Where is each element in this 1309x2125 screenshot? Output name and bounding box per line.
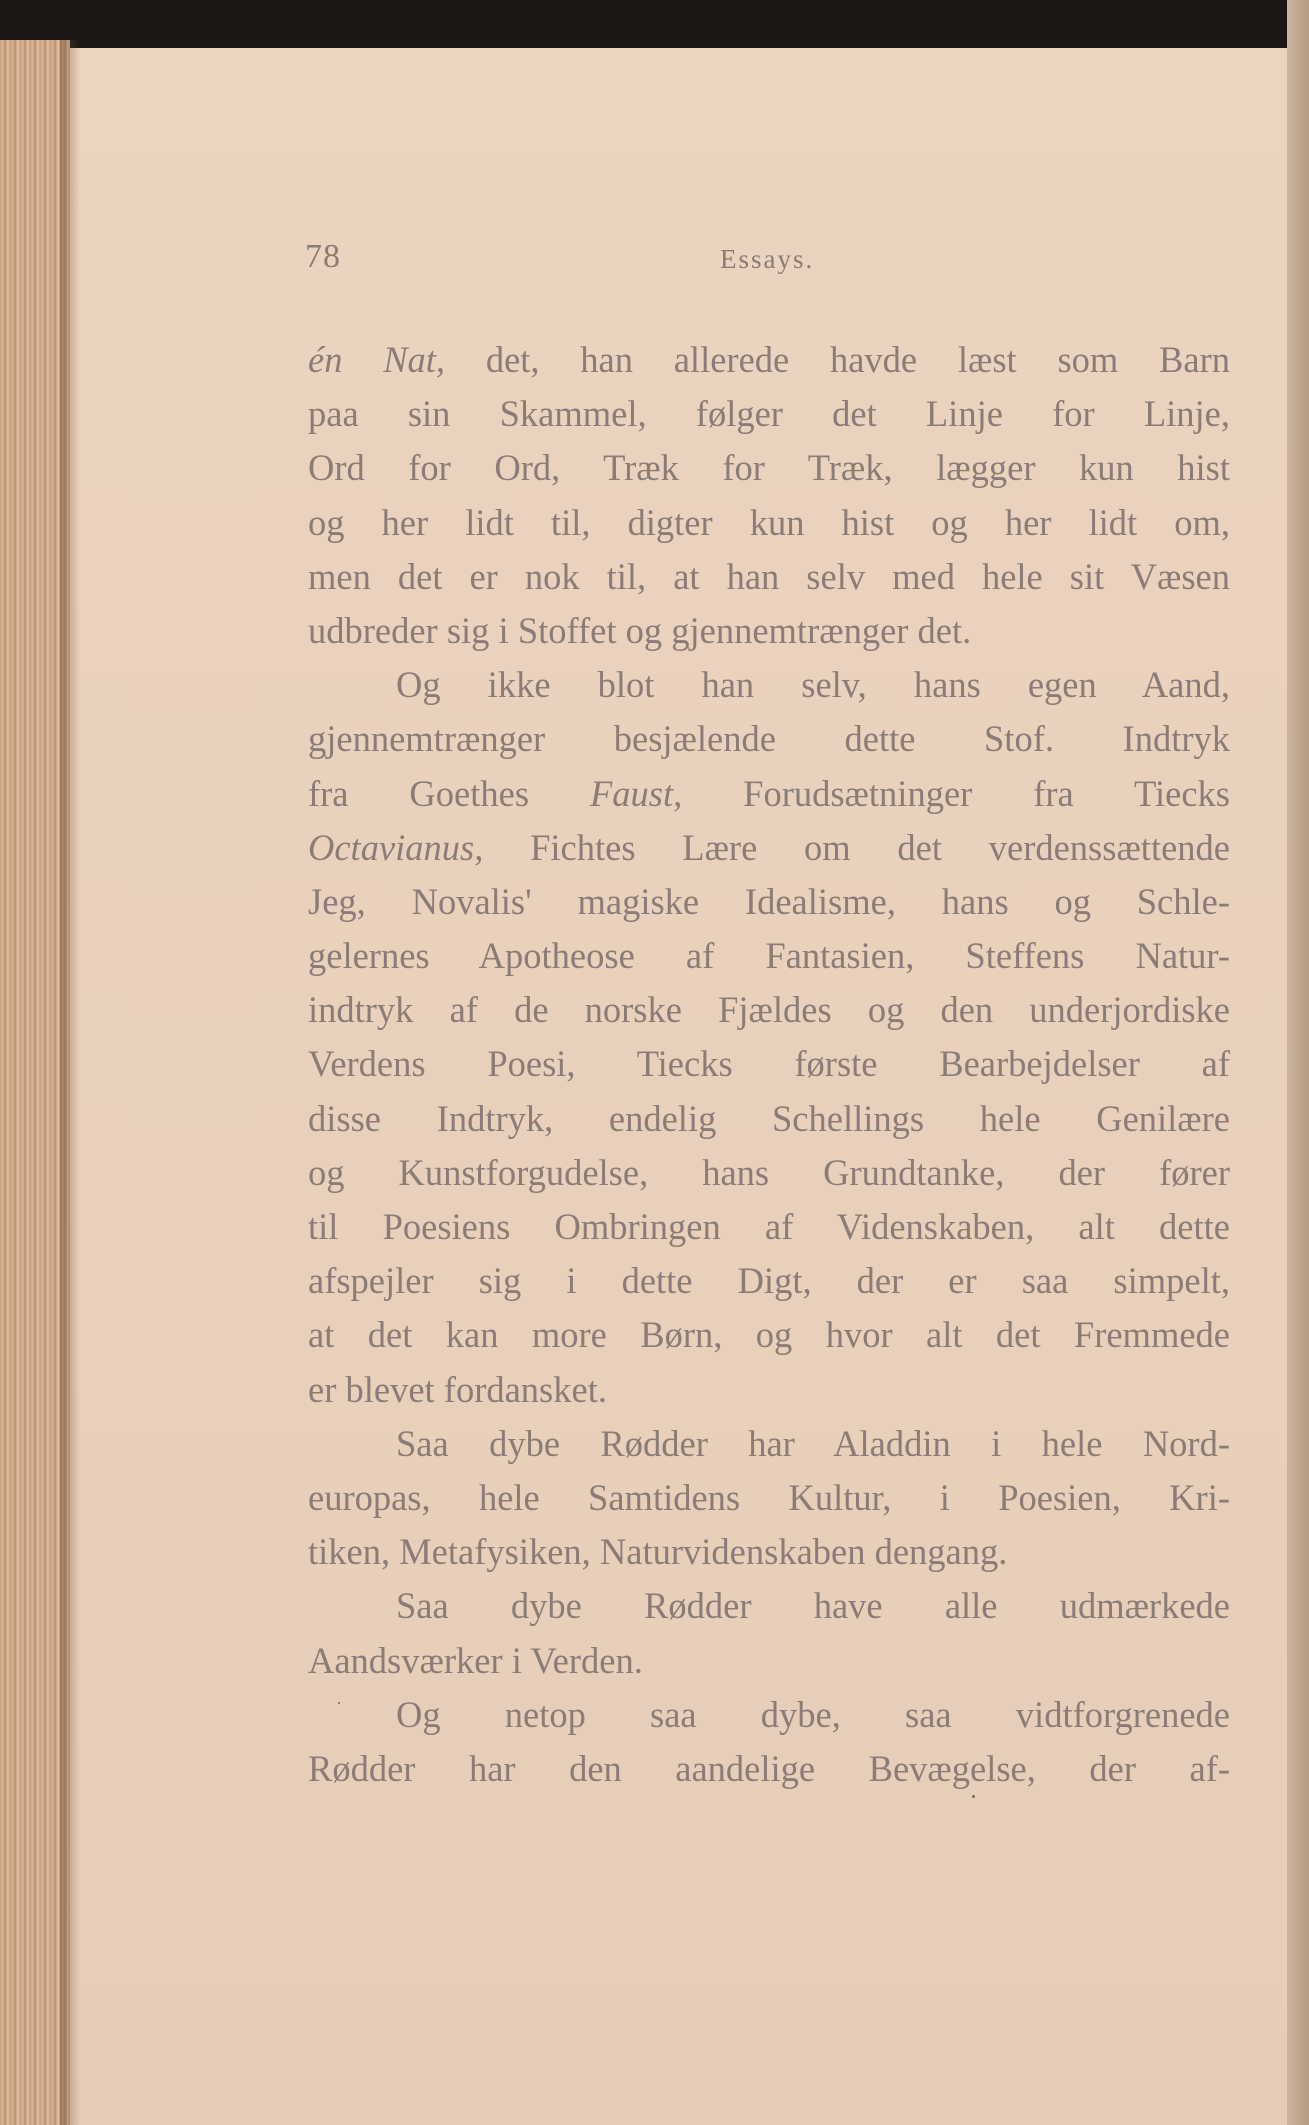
text-run: Rødder har den aandelige Bevægelse, der af-: [308, 1747, 1230, 1789]
text-line: [308, 1363, 1230, 1417]
text-run: Og netop saa dybe, saa vidtforgrenede: [396, 1693, 1230, 1735]
text-line: [308, 929, 1230, 983]
text-line: [308, 821, 1230, 875]
body-text: [308, 333, 1230, 1796]
text-run: udbreder sig i Stoffet og gjennemtrænger det.: [308, 609, 972, 651]
text-line: [308, 1200, 1230, 1254]
text-run: afspejler sig i dette Digt, der er saa simpelt,: [308, 1260, 1230, 1302]
text-line: [308, 1417, 1230, 1471]
text-line: [308, 658, 1230, 712]
italic-title: én Nat,: [308, 339, 446, 380]
text-line: [308, 496, 1230, 550]
scanner-right-edge: [1287, 0, 1309, 2125]
page-header: [305, 238, 1235, 288]
text-line: [308, 983, 1230, 1037]
text-line: [308, 767, 1230, 821]
text-line: [308, 1688, 1230, 1742]
text-run: Verdens Poesi, Tiecks første Bearbejdelser af: [308, 1043, 1230, 1085]
text-run: Jeg, Novalis' magiske Idealisme, hans og Schle-: [308, 880, 1230, 922]
text-line: [308, 875, 1230, 929]
page-number: 78: [305, 238, 341, 275]
text-line: [308, 1308, 1230, 1362]
text-run: Saa dybe Rødder har Aladdin i hele Nord-: [396, 1422, 1230, 1464]
paper-speck: [972, 1795, 975, 1798]
text-run: og Kunstforgudelse, hans Grundtanke, der fører: [308, 1151, 1230, 1193]
text-run: paa sin Skammel, følger det Linje for Linje,: [308, 393, 1230, 435]
text-run: Fichtes Lære om det verdenssættende: [483, 826, 1230, 868]
text-line: [308, 1092, 1230, 1146]
text-line: [308, 1579, 1230, 1633]
text-run: er blevet fordansket.: [308, 1368, 607, 1410]
text-line: [308, 333, 1230, 387]
text-run: gelernes Apotheose af Fantasien, Steffens Natur-: [308, 935, 1230, 977]
scanner-top-edge: [0, 0, 1309, 50]
text-run: det, han allerede havde læst som Barn: [445, 339, 1230, 380]
text-line: [308, 1254, 1230, 1308]
text-run: fra Goethes: [308, 772, 590, 814]
text-run: Aandsværker i Verden.: [308, 1639, 643, 1681]
text-run: Ord for Ord, Træk for Træk, lægger kun hist: [308, 447, 1230, 489]
paper-speck: [338, 1702, 340, 1704]
text-line: [308, 441, 1230, 495]
text-run: Saa dybe Rødder have alle udmærkede: [396, 1585, 1230, 1627]
text-line: [308, 1742, 1230, 1796]
text-run: at det kan more Børn, og hvor alt det Fremmede: [308, 1314, 1230, 1356]
text-line: [308, 604, 1230, 658]
text-line: [308, 387, 1230, 441]
text-run: europas, hele Samtidens Kultur, i Poesien, Kri-: [308, 1476, 1230, 1518]
text-run: gjennemtrænger besjælende dette Stof. Indtryk: [308, 718, 1230, 760]
text-line: [308, 550, 1230, 604]
text-run: tiken, Metafysiken, Naturvidenskaben dengang.: [308, 1531, 1008, 1573]
italic-title: Faust,: [589, 772, 683, 814]
text-line: [308, 1146, 1230, 1200]
text-run: til Poesiens Ombringen af Videnskaben, alt dette: [308, 1206, 1230, 1247]
text-line: [308, 1525, 1230, 1579]
italic-title: Octavianus,: [308, 826, 484, 868]
text-line: [308, 1037, 1230, 1091]
text-line: [308, 712, 1230, 766]
text-run: indtryk af de norske Fjældes og den underjordiske: [308, 989, 1230, 1031]
text-run: Og ikke blot han selv, hans egen Aand,: [396, 664, 1230, 706]
gutter-shadow: [60, 40, 80, 2125]
text-run: Forudsætninger fra Tiecks: [682, 772, 1230, 814]
text-line: [308, 1634, 1230, 1688]
running-head: Essays.: [720, 244, 815, 274]
text-run: disse Indtryk, endelig Schellings hele Genilære: [308, 1097, 1230, 1139]
text-run: og her lidt til, digter kun hist og her lidt om,: [308, 501, 1230, 543]
text-line: [308, 1471, 1230, 1525]
text-run: men det er nok til, at han selv med hele sit Væsen: [308, 555, 1230, 597]
